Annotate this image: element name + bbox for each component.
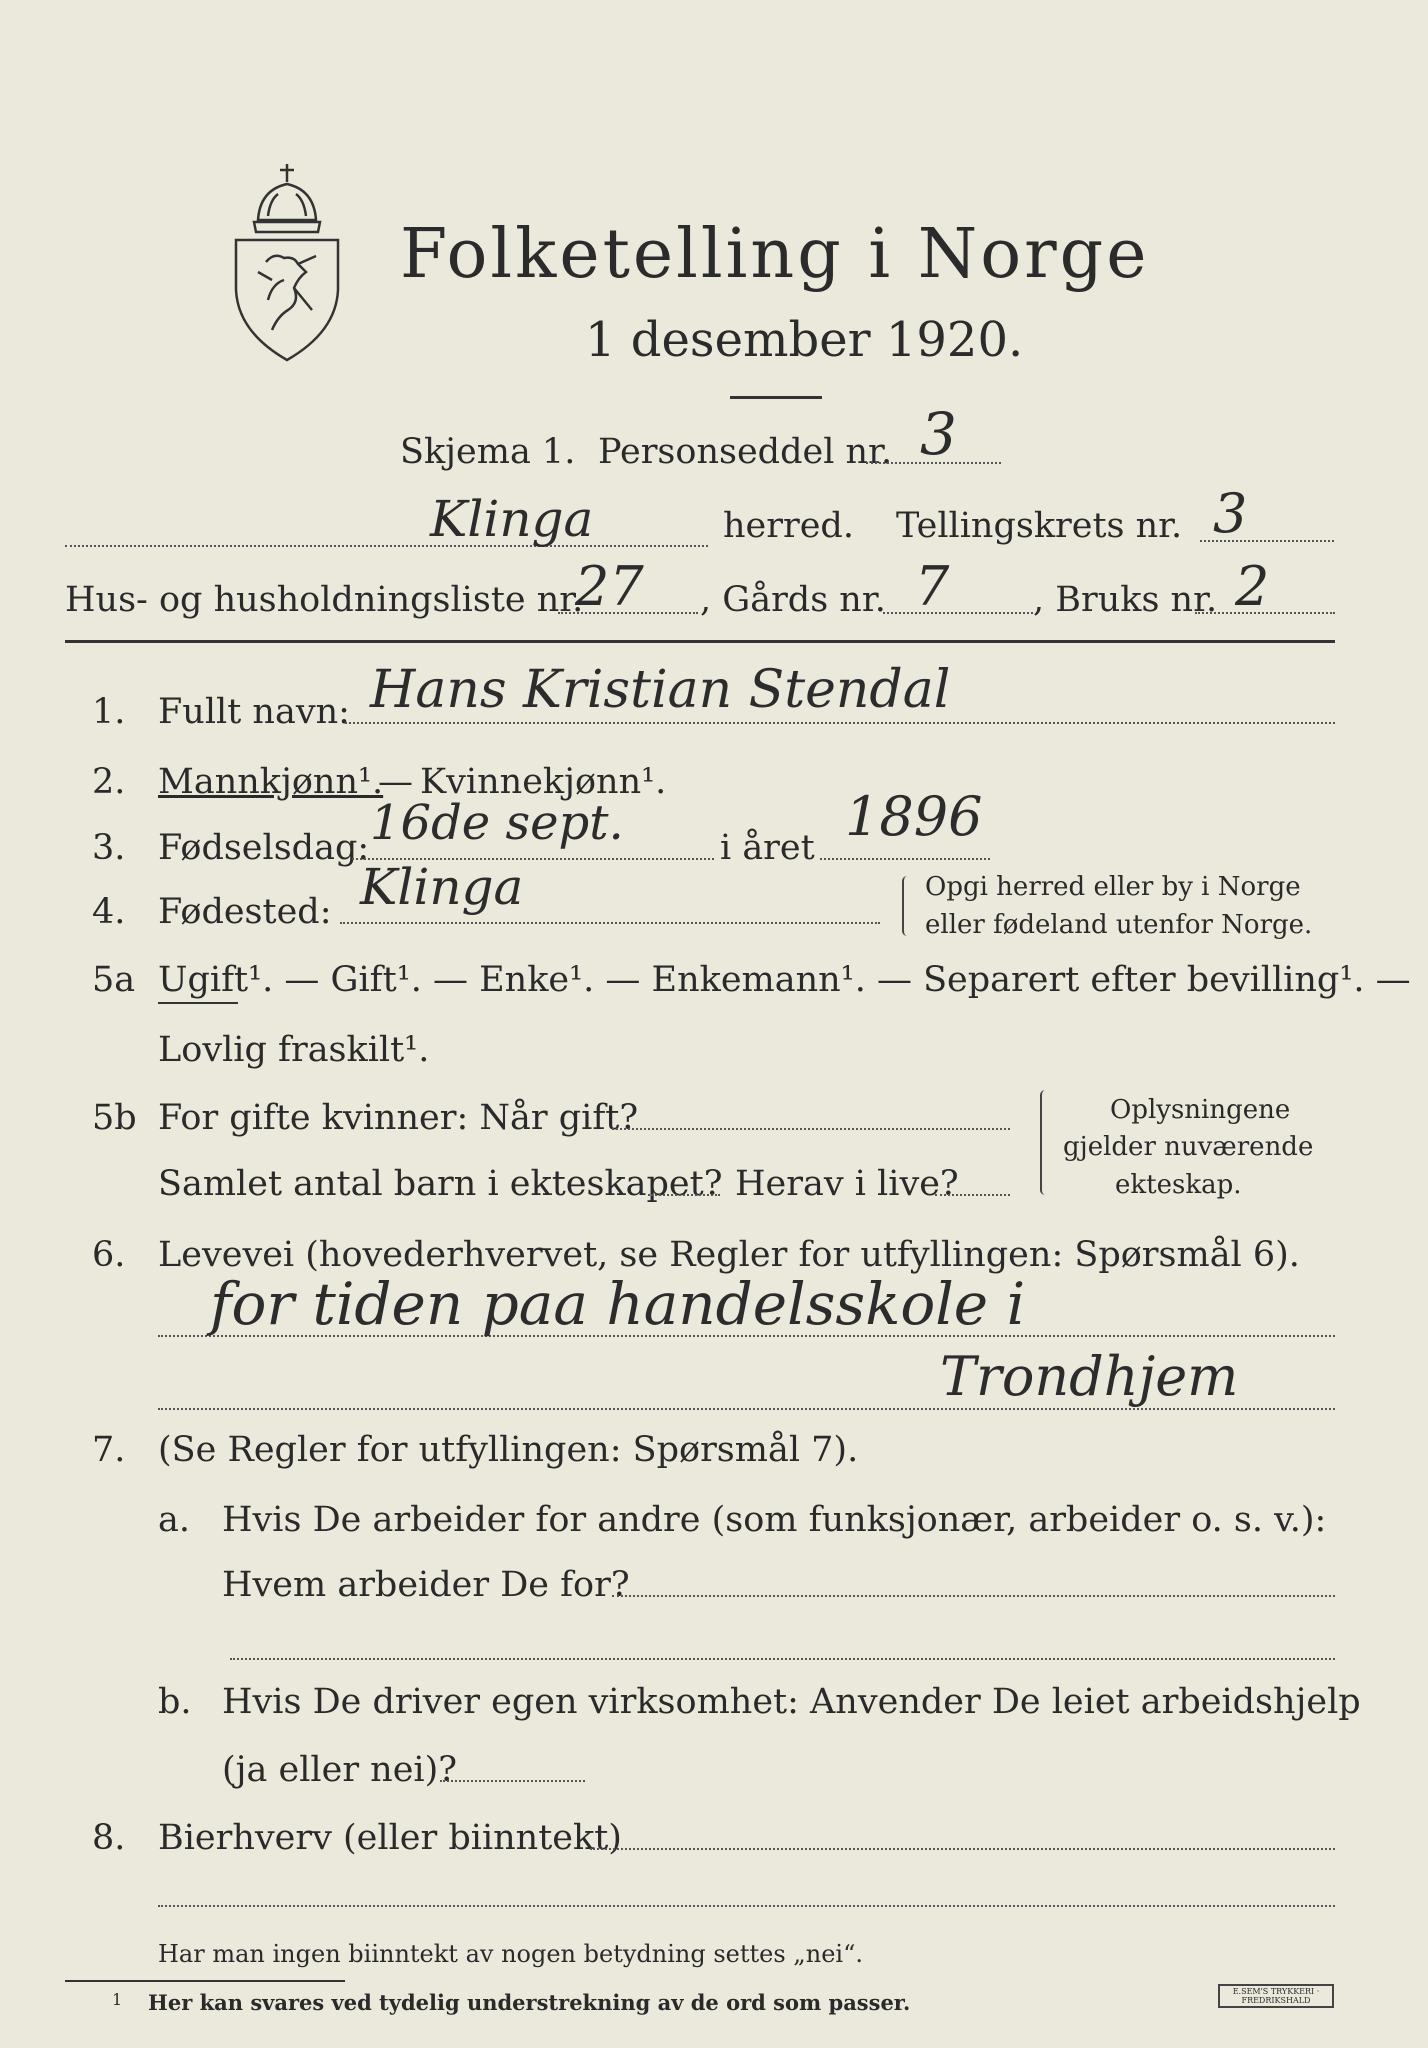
header-rule bbox=[65, 640, 1335, 643]
q5b-married-when: For gifte kvinner: Når gift? bbox=[158, 1098, 639, 1138]
q7a-line1: Hvis De arbeider for andre (som funksjonær, arbeider o. s. v.): bbox=[222, 1500, 1327, 1540]
q5b-note-line3: ekteskap. bbox=[1115, 1170, 1242, 1200]
q5b-number: 5b bbox=[92, 1098, 137, 1138]
q7a-line-field1 bbox=[612, 1595, 1335, 1597]
footnote-text: Her kan svares ved tydelig understrekning av de ord som passer. bbox=[148, 1990, 911, 2015]
q5b-alive-line bbox=[935, 1194, 1010, 1196]
marital-status-divorced: Lovlig fraskilt¹. bbox=[158, 1030, 430, 1070]
q4-line bbox=[340, 922, 880, 924]
personseddel-label: Personseddel nr. bbox=[598, 432, 893, 472]
q5b-alive-label: Herav i live? bbox=[735, 1164, 959, 1204]
q7a-number: a. bbox=[158, 1500, 190, 1540]
q7b-line2: (ja eller nei)? bbox=[222, 1750, 458, 1790]
q2-separator: — bbox=[378, 762, 413, 802]
q5b-when-line bbox=[612, 1128, 1010, 1130]
q5b-note-brace bbox=[1040, 1090, 1050, 1195]
bruks-value: 2 bbox=[1235, 555, 1270, 618]
skjema-label: Skjema 1. bbox=[400, 432, 576, 472]
q5b-children-line bbox=[648, 1194, 720, 1196]
birth-year-value: 1896 bbox=[845, 785, 983, 848]
q6-label: Levevei (hovederhvervet, se Regler for utfyllingen: Spørsmål 6). bbox=[158, 1235, 1300, 1275]
q8-line2 bbox=[158, 1905, 1335, 1907]
printer-stamp bbox=[1218, 1984, 1334, 2008]
tellingskrets-value: 3 bbox=[1213, 482, 1248, 545]
tellingskrets-label: Tellingskrets nr. bbox=[896, 506, 1183, 546]
title-divider bbox=[730, 396, 822, 399]
q8-label: Bierhverv (eller biinntekt) bbox=[158, 1818, 622, 1858]
female-option: Kvinnekjønn¹. bbox=[420, 762, 667, 802]
q6-line2 bbox=[158, 1408, 1335, 1410]
q5a-number: 5a bbox=[92, 960, 136, 1000]
herred-label: herred. bbox=[723, 506, 854, 546]
male-option: Mannkjønn¹. bbox=[158, 762, 384, 802]
q5b-children-count: Samlet antal barn i ekteskapet? bbox=[158, 1164, 723, 1204]
full-name-value: Hans Kristian Stendal bbox=[370, 660, 951, 720]
occupation-value-line2: Trondhjem bbox=[940, 1345, 1239, 1408]
year-label: i året bbox=[720, 828, 815, 868]
q8-number: 8. bbox=[92, 1818, 126, 1858]
q7a-line-field2 bbox=[230, 1658, 1335, 1660]
q2-number: 2. bbox=[92, 762, 126, 802]
q1-number: 1. bbox=[92, 692, 126, 732]
form-title: Folketelling i Norge bbox=[400, 215, 1150, 294]
ugift-underline bbox=[158, 1002, 238, 1004]
herred-line bbox=[65, 545, 708, 547]
herred-value: Klinga bbox=[430, 490, 594, 548]
q6-number: 6. bbox=[92, 1235, 126, 1275]
marital-status-options: Ugift¹. — Gift¹. — Enke¹. — Enkemann¹. — Separert efter bevilling¹. — bbox=[158, 960, 1411, 1000]
q4-number: 4. bbox=[92, 892, 126, 932]
q7b-line-field bbox=[440, 1780, 585, 1782]
census-date: 1 desember 1920. bbox=[585, 312, 1024, 368]
q1-line bbox=[345, 722, 1335, 724]
footnote-number: 1 bbox=[112, 1990, 123, 2009]
q4-note-brace bbox=[902, 876, 912, 936]
gards-label: , Gårds nr. bbox=[700, 580, 886, 620]
hus-label: Hus- og husholdningsliste nr. bbox=[65, 580, 584, 620]
q3-year-line bbox=[820, 858, 990, 860]
q7b-line1: Hvis De driver egen virksomhet: Anvender De leiet arbeidshjelp bbox=[222, 1682, 1361, 1722]
personseddel-value: 3 bbox=[920, 400, 957, 468]
q3-number: 3. bbox=[92, 828, 126, 868]
q5b-note-line2: gjelder nuværende bbox=[1063, 1132, 1314, 1162]
occupation-value-line1: for tiden paa handelsskole i bbox=[210, 1270, 1026, 1338]
q7b-number: b. bbox=[158, 1682, 192, 1722]
birthplace-value: Klinga bbox=[360, 858, 524, 916]
norwegian-coat-of-arms-icon bbox=[228, 160, 346, 365]
q3-label: Fødselsdag: bbox=[158, 828, 370, 868]
q7-number: 7. bbox=[92, 1430, 126, 1470]
q1-label: Fullt navn: bbox=[158, 692, 350, 732]
q7-label: (Se Regler for utfyllingen: Spørsmål 7). bbox=[158, 1430, 859, 1470]
gards-value: 7 bbox=[915, 555, 950, 618]
birthday-value: 16de sept. bbox=[370, 795, 624, 851]
footnote-rule bbox=[65, 1980, 345, 1982]
q4-label: Fødested: bbox=[158, 892, 332, 932]
q4-note-line1: Opgi herred eller by i Norge bbox=[925, 872, 1301, 902]
gards-line bbox=[883, 612, 1033, 614]
q8-line1 bbox=[590, 1848, 1335, 1850]
q5b-note-line1: Oplysningene bbox=[1110, 1095, 1291, 1125]
bruks-label: , Bruks nr. bbox=[1033, 580, 1218, 620]
footer-note: Har man ingen biinntekt av nogen betydning settes „nei“. bbox=[158, 1940, 863, 1968]
printer-stamp-text: E.SEM'S TRYKKERI · FREDRIKSHALD bbox=[1232, 1987, 1320, 2005]
q7a-line2: Hvem arbeider De for? bbox=[222, 1565, 630, 1605]
q4-note-line2: eller fødeland utenfor Norge. bbox=[925, 910, 1313, 940]
hus-value: 27 bbox=[575, 555, 644, 618]
